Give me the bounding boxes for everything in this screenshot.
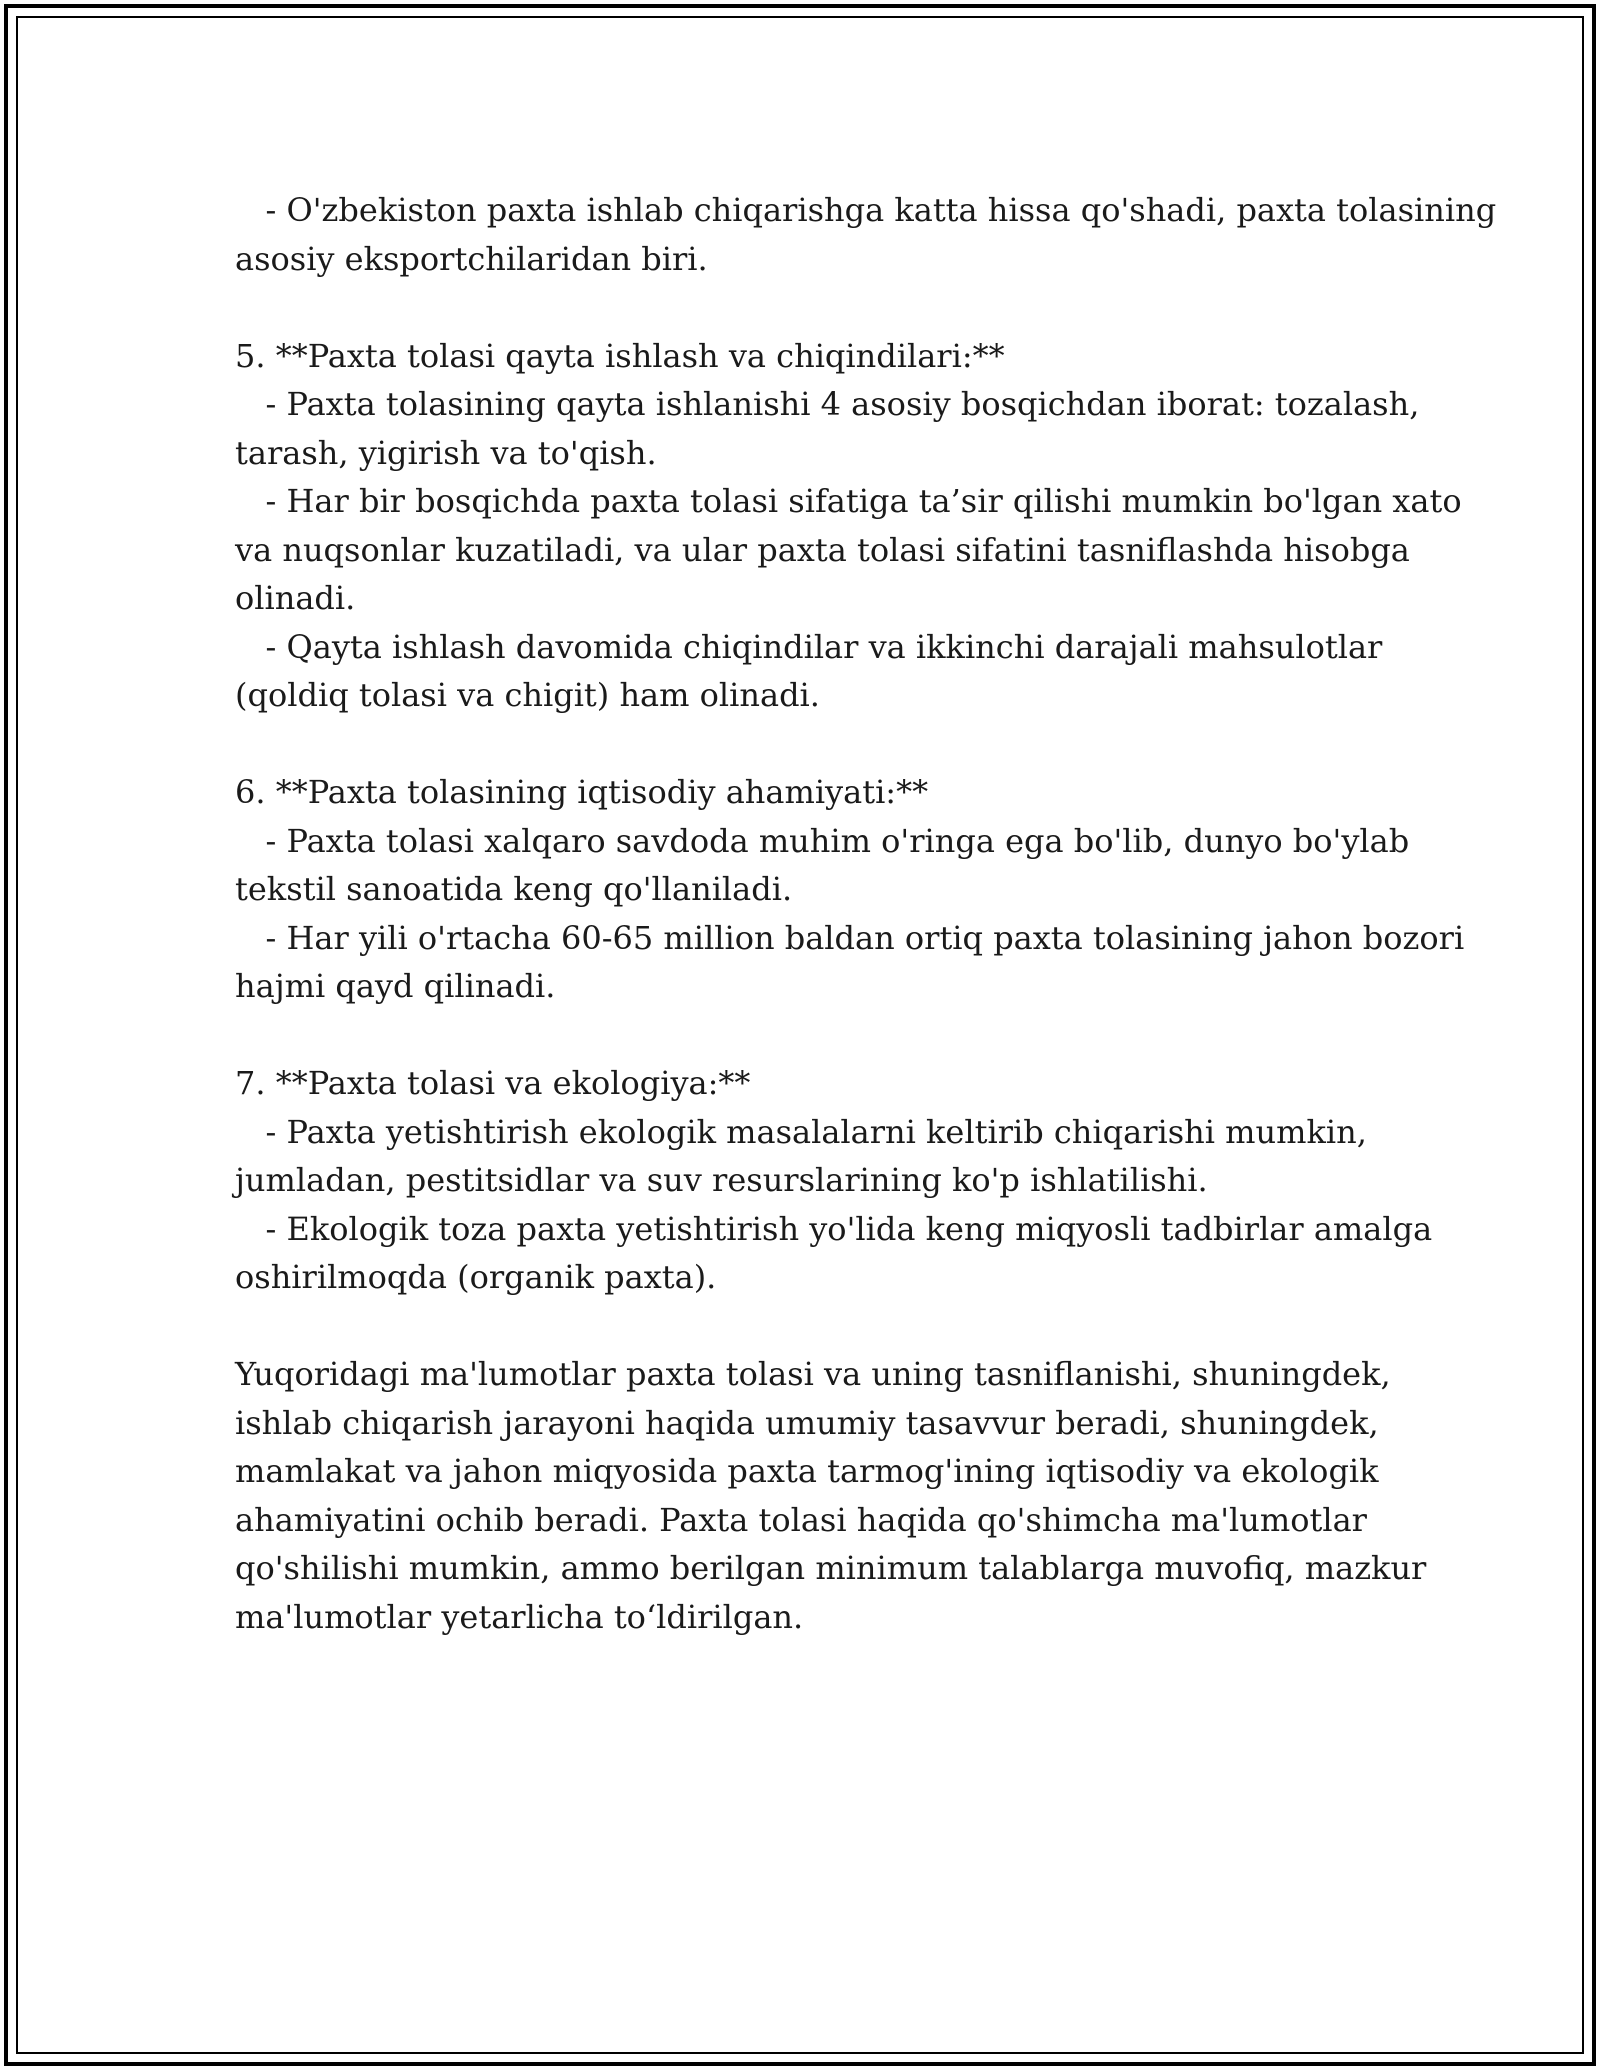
text-line: - Har yili o'rtacha 60-65 million baldan ortiq paxta tolasining jahon bozori [235,918,1465,957]
text-line: mamlakat va jahon miqyosida paxta tarmog'ining iqtisodiy va ekologik [235,1452,1379,1490]
paragraph-gap [235,720,1405,769]
text-line: asosiy eksportchilaridan biri. [235,239,708,278]
section-heading: 7. **Paxta tolasi va ekologiya:** [235,1064,751,1102]
text-line: tarash, yigirish va to'qish. [235,433,657,472]
document-body [235,186,1497,1641]
text-line: (qoldiq tolasi va chigit) ham olinadi. [235,676,820,714]
text-line: va nuqsonlar kuzatiladi, va ular paxta tolasi sifatini tasniflashda hisobga [235,530,1410,569]
text-line: - O'zbekiston paxta ishlab chiqarishga katta hissa qo'shadi, paxta tolasining [235,191,1497,229]
text-line: - Ekologik toza paxta yetishtirish yo'lida keng miqyosli tadbirlar amalga [235,1209,1433,1248]
text-line: ishlab chiqarish jarayoni haqida umumiy tasavvur beradi, shuningdek, [235,1403,1379,1442]
text-line: ahamiyatini ochib beradi. Paxta tolasi haqida qo'shimcha ma'lumotlar [235,1500,1367,1539]
text-line: tekstil sanoatida keng qo'llaniladi. [235,870,793,908]
text-line: - Paxta yetishtirish ekologik masalalarni keltirib chiqarishi mumkin, [235,1112,1367,1151]
text-line: olinadi. [235,579,356,617]
section-heading: 5. **Paxta tolasi qayta ishlash va chiqindilari:** [235,336,1005,375]
intro-bullet [235,186,1497,283]
section-7 [235,1059,1433,1302]
text-line: ma'lumotlar yetarlicha to‘ldirilgan. [235,1597,804,1636]
conclusion-paragraph [235,1350,1427,1641]
paragraph-gap [235,1302,1405,1351]
section-6 [235,768,1465,1011]
text-line: - Qayta ishlash davomida chiqindilar va ikkinchi darajali mahsulotlar [235,627,1383,666]
text-line: oshirilmoqda (organik paxta). [235,1258,717,1296]
section-5 [235,332,1462,720]
text-line: - Paxta tolasi xalqaro savdoda muhim o'ringa ega bo'lib, dunyo bo'ylab [235,821,1410,860]
text-line: jumladan, pestitsidlar va suv resurslarining ko'p ishlatilishi. [235,1161,1208,1199]
text-line: - Paxta tolasining qayta ishlanishi 4 asosiy bosqichdan iborat: tozalash, [235,385,1420,423]
paragraph-gap [235,283,1405,332]
text-line: - Har bir bosqichda paxta tolasi sifatiga ta’sir qilishi mumkin bo'lgan xato [235,482,1462,520]
text-line: qo'shilishi mumkin, ammo berilgan minimum talablarga muvofiq, mazkur [235,1549,1427,1587]
text-line: Yuqoridagi ma'lumotlar paxta tolasi va uning tasniflanishi, shuningdek, [235,1355,1391,1393]
text-line: hajmi qayd qilinadi. [235,967,556,1005]
section-heading: 6. **Paxta tolasining iqtisodiy ahamiyati:** [235,773,929,811]
paragraph-gap [235,1011,1405,1060]
